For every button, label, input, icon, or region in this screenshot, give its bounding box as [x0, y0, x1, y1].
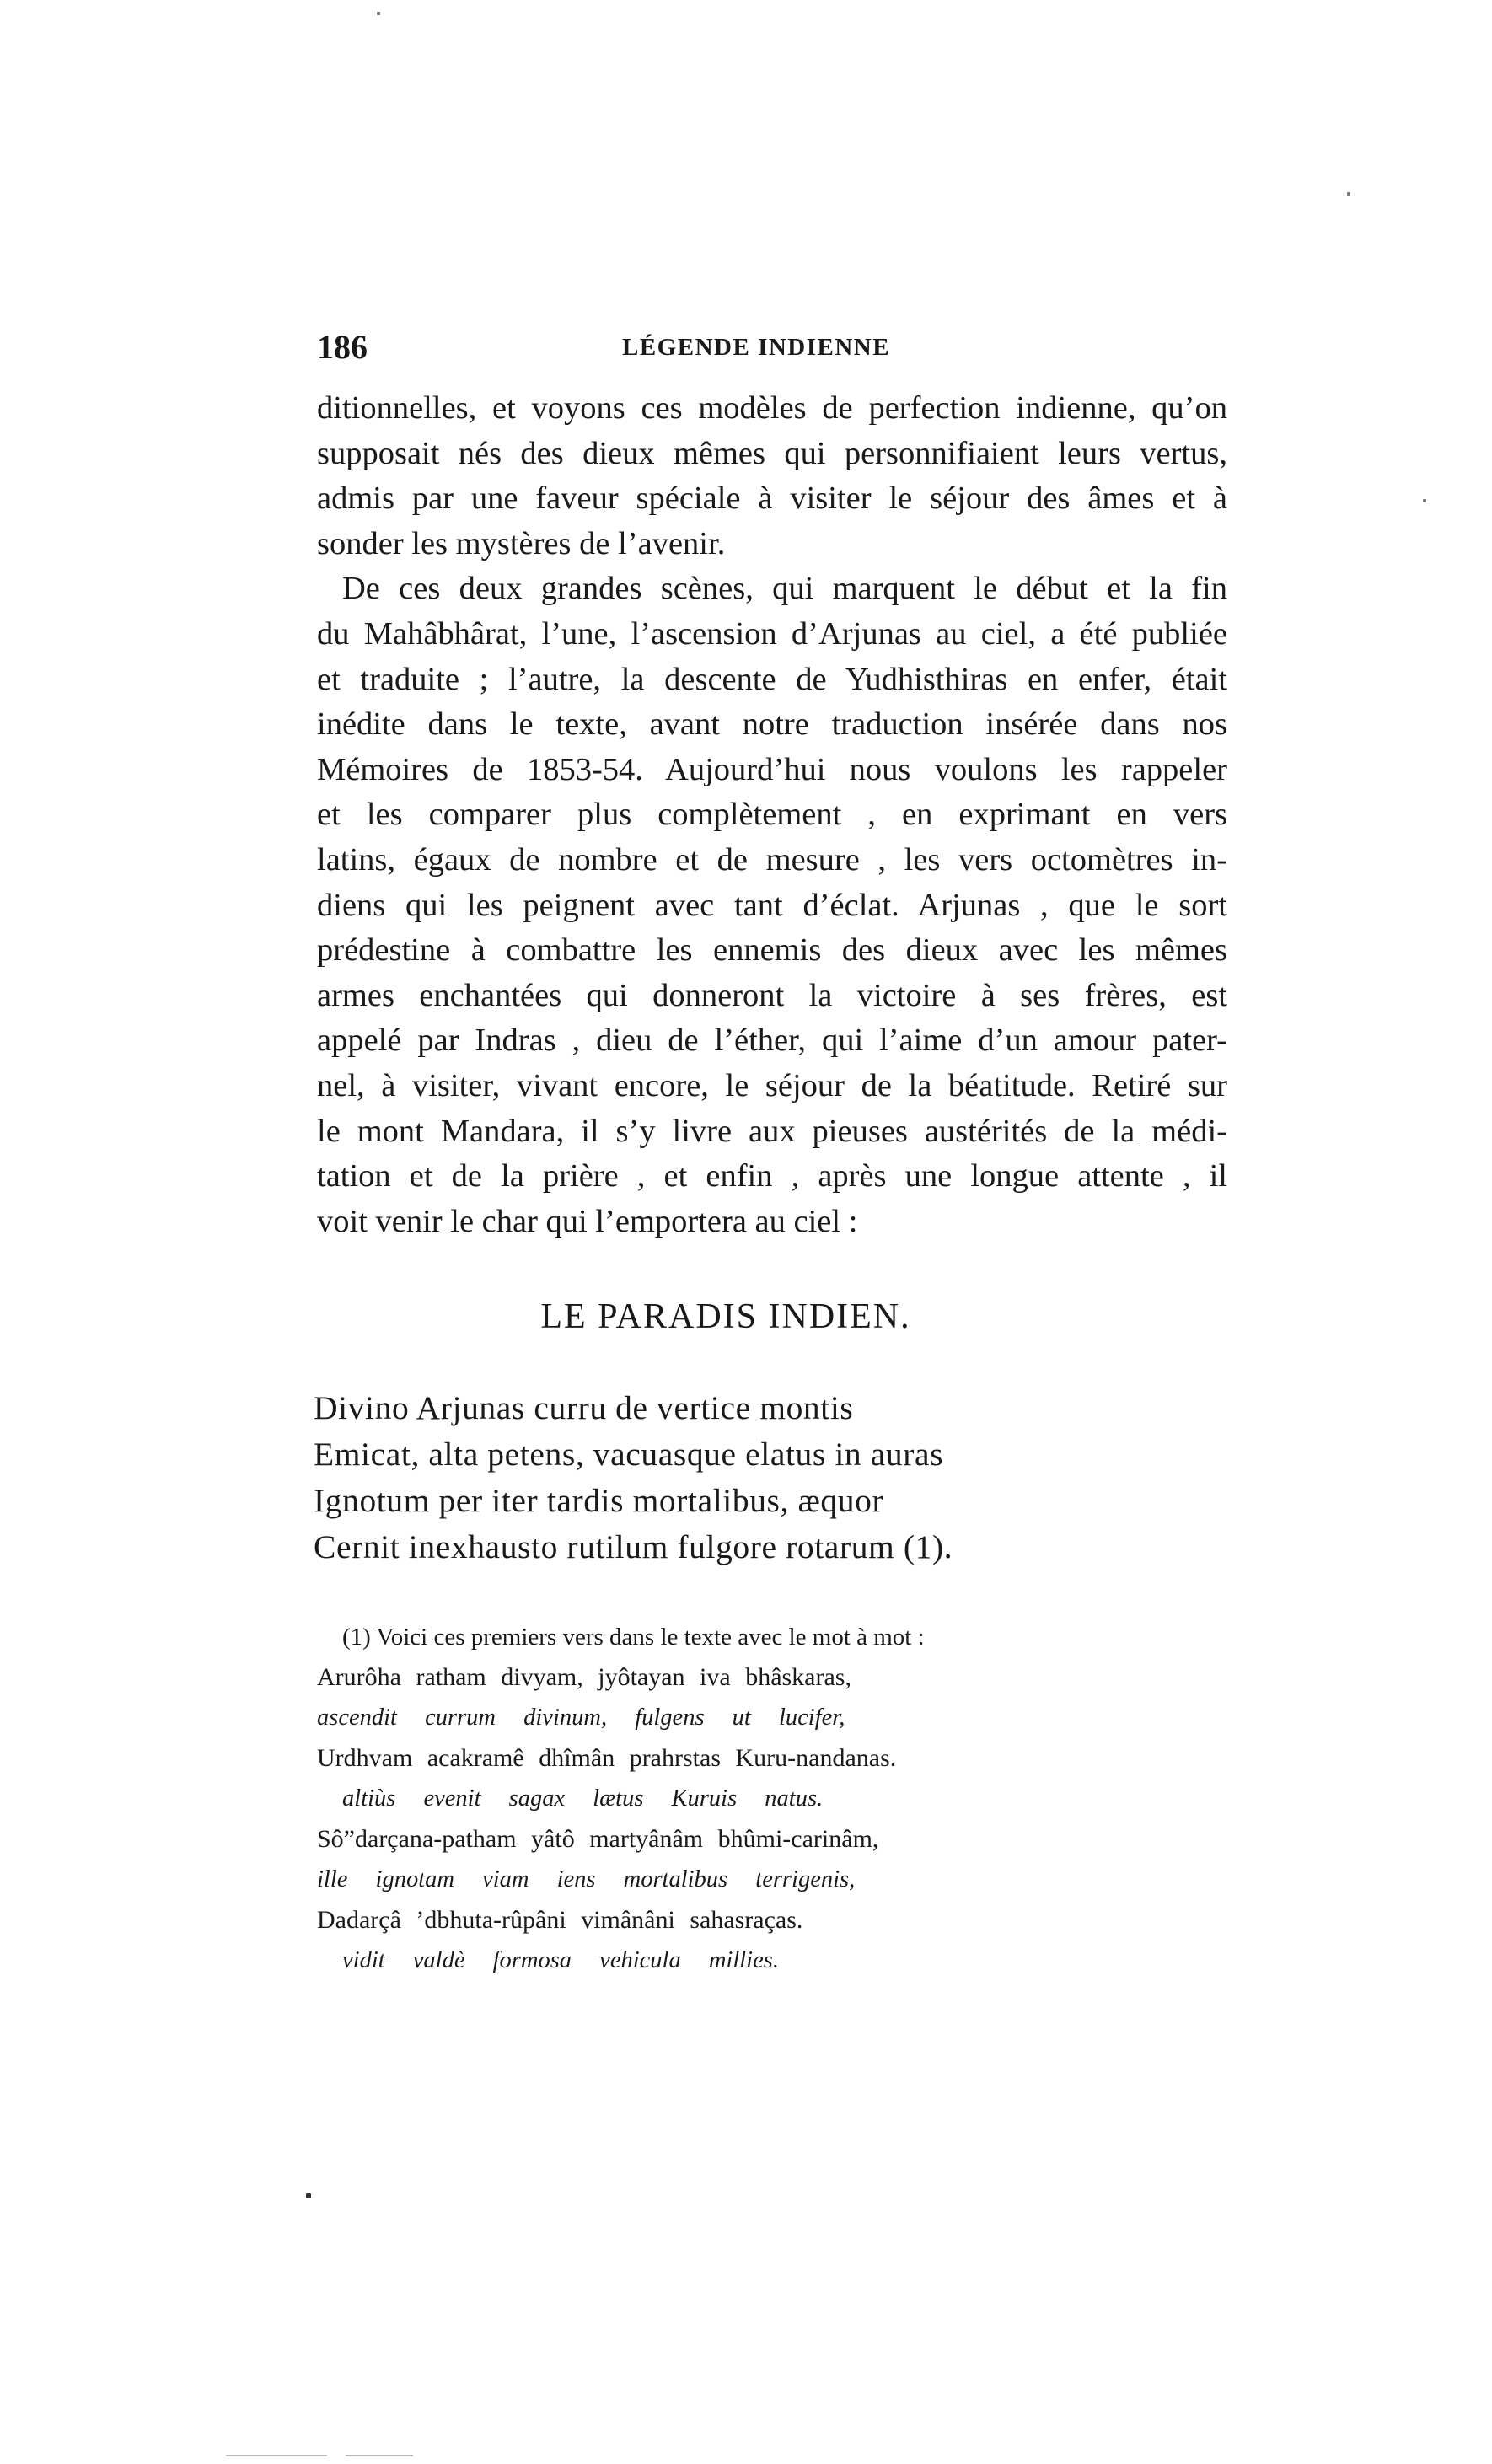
body-line: diens qui les peignent avec tant d’éclat. Arjunas , que le sort [317, 887, 1227, 923]
scan-speck [377, 12, 380, 15]
body-line: le mont Mandara, il s’y livre aux pieuses austérités de la médi- [317, 1113, 1227, 1149]
latin-gloss-line: vidit valdè formosa vehicula millies. [342, 1947, 779, 1973]
sanskrit-line: Urdhvam acakramê dhîmân prahrstas Kuru-nandanas. [317, 1744, 897, 1772]
scan-speck [1423, 499, 1426, 502]
footnote-intro: (1) Voici ces premiers vers dans le texte avec le mot à mot : [342, 1624, 925, 1651]
body-line: du Mahâbhârat, l’une, l’ascension d’Arjunas au ciel, a été publiée [317, 615, 1227, 652]
section-title: LE PARADIS INDIEN. [540, 1297, 911, 1336]
footnote [317, 1617, 1109, 1981]
verse-line: Divino Arjunas curru de vertice montis [314, 1389, 854, 1426]
body-line: et traduite ; l’autre, la descente de Yudhisthiras en enfer, était [317, 661, 1227, 697]
body-line: et les comparer plus complètement , en exprimant en vers [317, 797, 1227, 833]
sanskrit-line: Sô”darçana-patham yâtô martyânâm bhûmi-carinâm, [317, 1825, 879, 1853]
scan-edge-mark [226, 2455, 327, 2456]
sanskrit-line: Arurôha ratham divyam, jyôtayan iva bhâskaras, [317, 1663, 851, 1691]
latin-gloss-line: ille ignotam viam iens mortalibus terrigenis, [317, 1866, 856, 1892]
body-line: latins, égaux de nombre et de mesure , les vers octomètres in- [317, 841, 1227, 878]
body-line: inédite dans le texte, avant notre traduction insérée dans nos [317, 706, 1227, 743]
body-line: nel, à visiter, vivant encore, le séjour de la béatitude. Retiré sur [317, 1067, 1227, 1103]
body-line: De ces deux grandes scènes, qui marquent le début et la fin [342, 571, 1227, 607]
verse-line: Emicat, alta petens, vacuasque elatus in auras [314, 1436, 944, 1473]
latin-gloss-line: altiùs evenit sagax lætus Kuruis natus. [342, 1785, 824, 1812]
scan-speck [306, 2193, 311, 2198]
body-line: admis par une faveur spéciale à visiter le séjour des âmes et à [317, 480, 1227, 517]
running-title: LÉGENDE INDIENNE [622, 334, 891, 361]
page-number: 186 [317, 328, 368, 366]
body-line: sonder les mystères de l’avenir. [317, 525, 726, 561]
scan-edge-mark [346, 2455, 413, 2456]
body-line: prédestine à combattre les ennemis des dieux avec les mêmes [317, 932, 1227, 969]
running-head [317, 327, 1109, 369]
body-line: armes enchantées qui donneront la victoire à ses frères, est [317, 977, 1227, 1013]
body-line: tation et de la prière , et enfin , après une longue attente , il [317, 1158, 1227, 1194]
verse-line: Cernit inexhausto rutilum fulgore rotarum (1). [314, 1528, 953, 1565]
latin-verse [314, 1385, 1072, 1570]
body-line: ditionnelles, et voyons ces modèles de perfection indienne, qu’on [317, 390, 1227, 426]
sanskrit-line: Dadarçâ ’dbhuta-rûpâni vimânâni sahasraças. [317, 1906, 803, 1934]
body-line: appelé par Indras , dieu de l’éther, qui l’aime d’un amour pater- [317, 1023, 1227, 1059]
scan-speck [1347, 192, 1350, 196]
body-line: supposait nés des dieux mêmes qui personnifiaient leurs vertus, [317, 435, 1227, 471]
body-line: Mémoires de 1853-54. Aujourd’hui nous voulons les rappeler [317, 751, 1227, 787]
verse-line: Ignotum per iter tardis mortalibus, æquor [314, 1482, 884, 1519]
body-line: voit venir le char qui l’emportera au ciel : [317, 1203, 858, 1239]
body-paragraphs [317, 386, 1227, 1244]
latin-gloss-line: ascendit currum divinum, fulgens ut lucifer, [317, 1704, 845, 1731]
